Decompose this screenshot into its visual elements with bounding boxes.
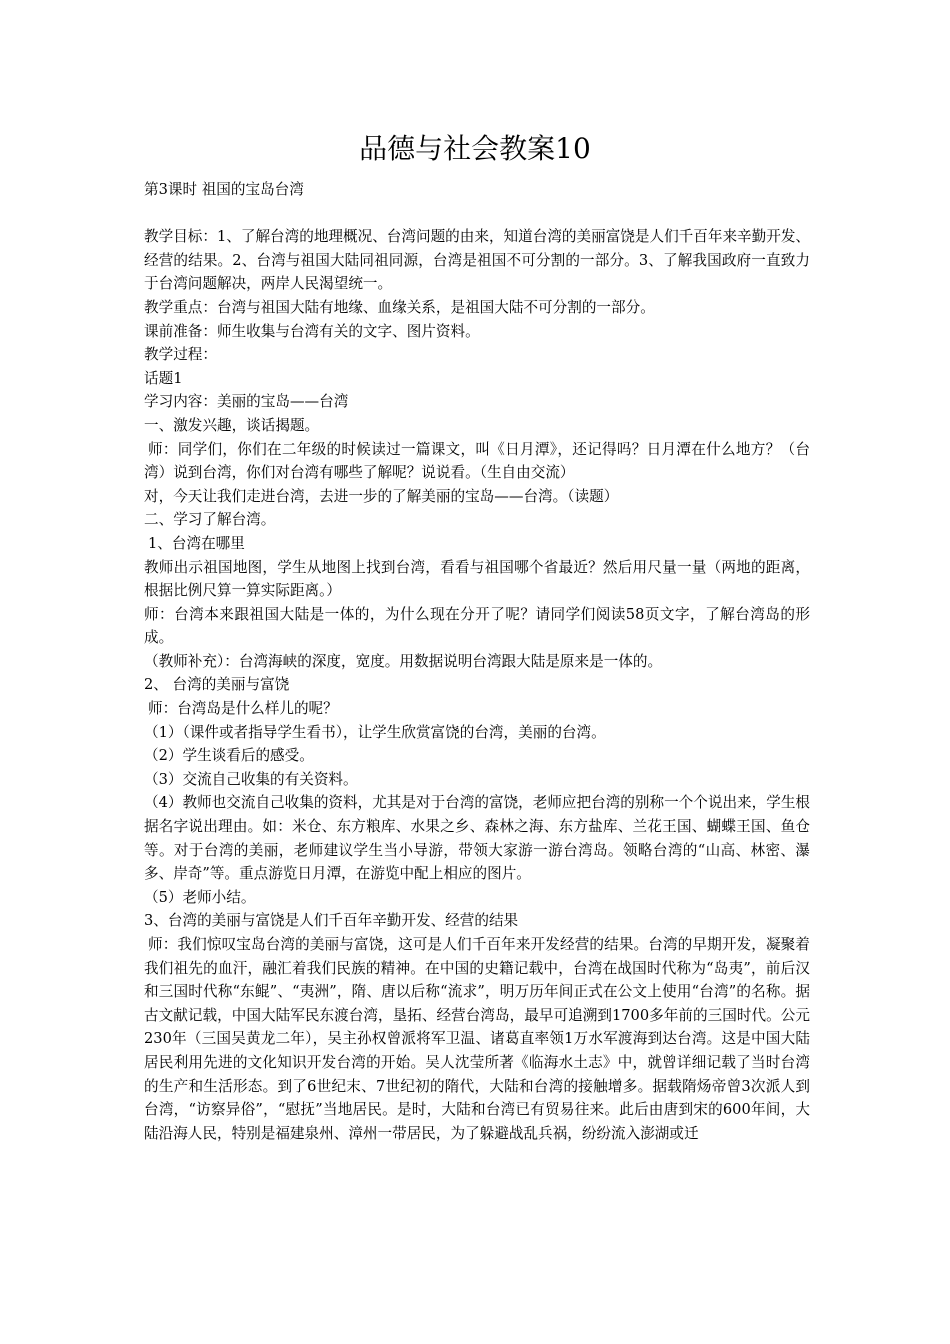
subheading-development: 3、台湾的美丽与富饶是人们千百年辛勤开发、经营的结果 [144, 912, 519, 930]
paragraph-preparation: 课前准备：师生收集与台湾有关的文字、图片资料。 [144, 322, 480, 340]
list-item-5: （5）老师小结。 [144, 888, 256, 906]
paragraph-teacher-intro: 师：同学们，你们在二年级的时候读过一篇课文，叫《日月潭》，还记得吗？日月潭在什么地方？（台湾）说到台湾，你们对台湾有哪些了解呢？说说看。（生自由交流） [144, 440, 810, 482]
paragraph-learning-content: 学习内容：美丽的宝岛——台湾 [144, 393, 349, 411]
subheading-where-is-taiwan: 1、台湾在哪里 [148, 534, 245, 552]
paragraph-teaching-focus: 教学重点：台湾与祖国大陆有地缘、血缘关系，是祖国大陆不可分割的一部分。 [144, 298, 655, 316]
section-heading-1: 一、激发兴趣，谈话揭题。 [144, 416, 320, 434]
paragraph-process-heading: 教学过程： [144, 346, 217, 364]
list-item-4: （4）教师也交流自己收集的资料，尤其是对于台湾的富饶，老师应把台湾的别称一个个说出来，学生根据名字说出理由。如：米仓、东方粮库、水果之乡、森林之海、东方盐库、兰花王国、蝴蝶王国、鱼仓等。对于台湾的美丽，老师建议学生当小导游，带领大家游一游台湾岛。领略台湾的“山高、林密、瀑多、岸奇”等。重点游览日月潭，在游览中配上相应的图片。 [144, 794, 811, 883]
paragraph-island-formation: 师：台湾本来跟祖国大陆是一体的，为什么现在分开了呢？请同学们阅读58页文字，了解台湾岛的形成。 [144, 605, 810, 647]
blank-line [144, 202, 810, 226]
paragraph-teaching-goals: 教学目标：1、了解台湾的地理概况、台湾问题的由来，知道台湾的美丽富饶是人们千百年来辛勤开发、经营的结果。2、台湾与祖国大陆同祖同源，台湾是祖国不可分割的一部分。3、了解我国政府一直致力于台湾问题解决，两岸人民渴望统一。 [144, 228, 811, 293]
paragraph-teacher-question: 师：台湾岛是什么样儿的呢？ [148, 700, 338, 718]
paragraph-reading-title: 对，今天让我们走进台湾，去进一步的了解美丽的宝岛——台湾。（读题） [144, 487, 619, 505]
paragraph-map-activity: 教师出示祖国地图，学生从地图上找到台湾，看看与祖国哪个省最近？然后用尺量一量（两地的距离，根据比例尺算一算实际距离。） [144, 558, 810, 600]
document-body [144, 178, 810, 1145]
document-title: 品德与社会教案10 [359, 132, 591, 165]
paragraph-teacher-supplement: （教师补充）：台湾海峡的深度，宽度。用数据说明台湾跟大陆是原来是一体的。 [144, 652, 663, 670]
subtitle: 第3课时 祖国的宝岛台湾 [144, 181, 304, 198]
subheading-beauty-richness: 2、 台湾的美丽与富饶 [144, 676, 290, 694]
list-item-3: （3）交流自己收集的有关资料。 [144, 770, 358, 788]
paragraph-topic: 话题1 [144, 369, 183, 387]
paragraph-history: 师：我们惊叹宝岛台湾的美丽与富饶，这可是人们千百年来开发经营的结果。台湾的早期开发，凝聚着我们祖先的血汗，融汇着我们民族的精神。在中国的史籍记载中，台湾在战国时代称为“岛夷”，前后汉和三国时代称“东鲲”、“夷洲”，隋、唐以后称“流求”，明万历年间正式在公文上使用“台湾”的名称。据古文献记载，中国大陆军民东渡台湾，垦拓、经营台湾岛，最早可追溯到1700多年前的三国时代。公元230年（三国吴黄龙二年），吴主孙权曾派将军卫温、诸葛直率领1万水军渡海到达台湾。这是中国大陆居民利用先进的文化知识开发台湾的开始。吴人沈莹所著《临海水土志》中，就曾详细记载了当时台湾的生产和生活形态。到了6世纪末、7世纪初的隋代，大陆和台湾的接触增多。据载隋炀帝曾3次派人到台湾，“访察异俗”，“慰抚”当地居民。是时，大陆和台湾已有贸易往来。此后由唐到宋的600年间，大陆沿海人民，特别是福建泉州、漳州一带居民，为了躲避战乱兵祸，纷纷流入澎湖或迁 [144, 936, 810, 1142]
list-item-2: （2）学生谈看后的感受。 [144, 747, 314, 765]
list-item-1: （1）（课件或者指导学生看书），让学生欣赏富饶的台湾，美丽的台湾。 [144, 723, 606, 741]
section-heading-2: 二、学习了解台湾。 [144, 511, 276, 529]
